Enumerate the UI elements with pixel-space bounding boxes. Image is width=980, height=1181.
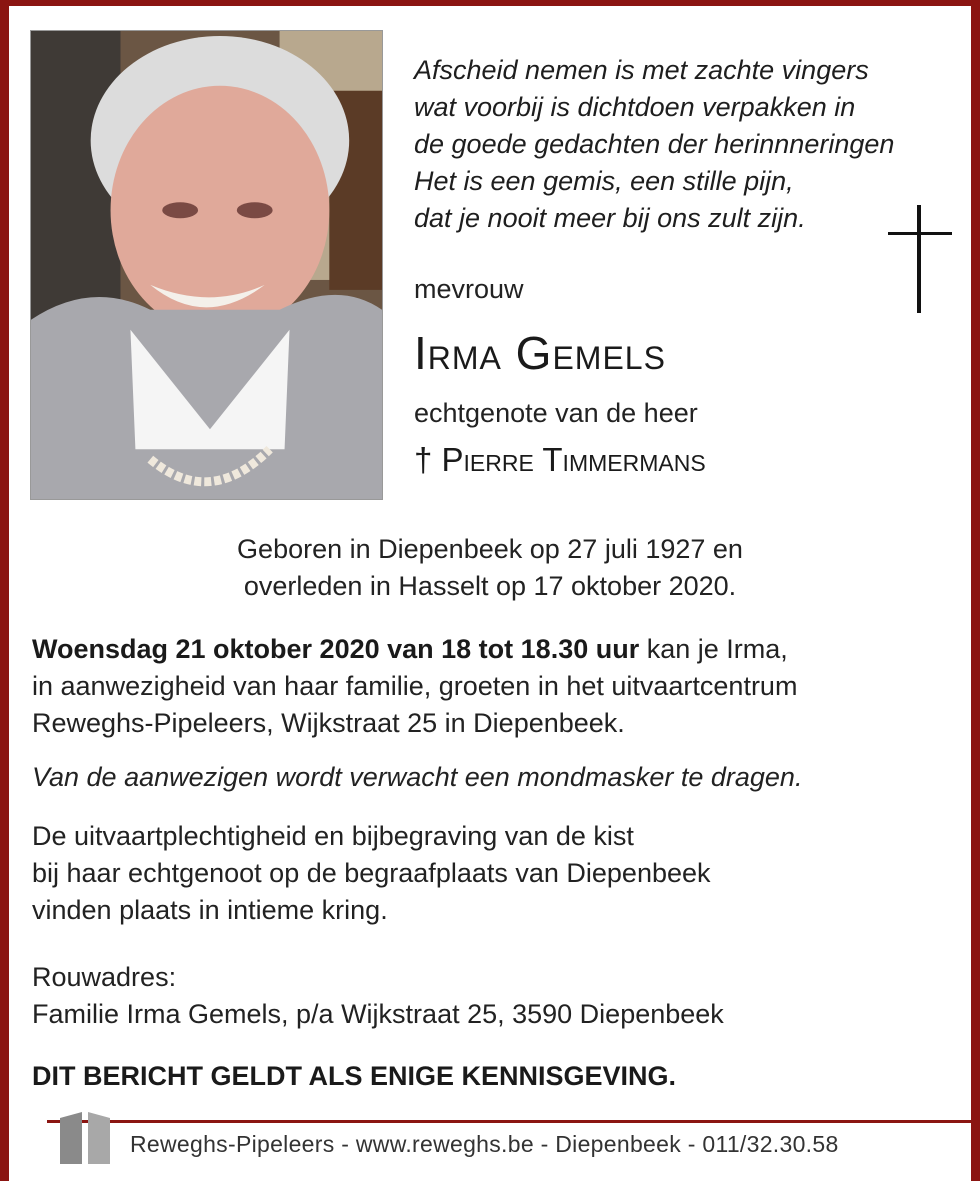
poem-line: Afscheid nemen is met zachte vingers <box>414 55 869 85</box>
poem-line: dat je nooit meer bij ons zult zijn. <box>414 203 806 233</box>
spouse-intro: echtgenote van de heer <box>414 398 698 428</box>
ceremony-line: bij haar echtgenoot op de begraafplaats van Diepenbeek <box>32 858 711 888</box>
poem-line: wat voorbij is dichtdoen verpakken in <box>414 92 856 122</box>
portrait-illustration <box>31 31 382 499</box>
footer-divider <box>47 1120 971 1123</box>
deceased-name: Irma Gemels <box>414 327 666 379</box>
visitation-text: kan je Irma, <box>639 634 788 664</box>
poem <box>414 52 954 237</box>
portrait-photo <box>30 30 383 500</box>
poem-line: de goede gedachten der herinnneringen <box>414 129 895 159</box>
notice: DIT BERICHT GELDT ALS ENIGE KENNISGEVING. <box>32 1061 677 1091</box>
poem-line: Het is een gemis, een stille pijn, <box>414 166 794 196</box>
birth-line: Geboren in Diepenbeek op 27 juli 1927 en <box>237 534 743 564</box>
footer-contact: Reweghs-Pipeleers - www.reweghs.be - Diepenbeek - 011/32.30.58 <box>130 1131 839 1157</box>
mourning-address <box>32 959 952 1033</box>
cross-icon <box>888 205 952 313</box>
visitation-line: Reweghs-Pipeleers, Wijkstraat 25 in Diepenbeek. <box>32 708 625 738</box>
spouse-name: † Pierre Timmermans <box>414 441 706 478</box>
visitation-line: in aanwezigheid van haar familie, groeten in het uitvaartcentrum <box>32 671 798 701</box>
birth-death-info <box>0 531 980 605</box>
ceremony-line: De uitvaartplechtigheid en bijbegraving van de kist <box>32 821 634 851</box>
funeral-home-logo-icon <box>60 1108 112 1164</box>
ceremony-info <box>32 818 952 929</box>
salutation: mevrouw <box>414 274 524 304</box>
visitation-info <box>32 631 952 742</box>
address-label: Rouwadres: <box>32 962 177 992</box>
death-line: overleden in Hasselt op 17 oktober 2020. <box>243 571 737 601</box>
ceremony-line: vinden plaats in intieme kring. <box>32 895 388 925</box>
mask-note: Van de aanwezigen wordt verwacht een mondmasker te dragen. <box>32 762 803 792</box>
address-value: Familie Irma Gemels, p/a Wijkstraat 25, 3590 Diepenbeek <box>32 999 724 1029</box>
visitation-datetime: Woensdag 21 oktober 2020 van 18 tot 18.30 uur <box>32 634 640 664</box>
